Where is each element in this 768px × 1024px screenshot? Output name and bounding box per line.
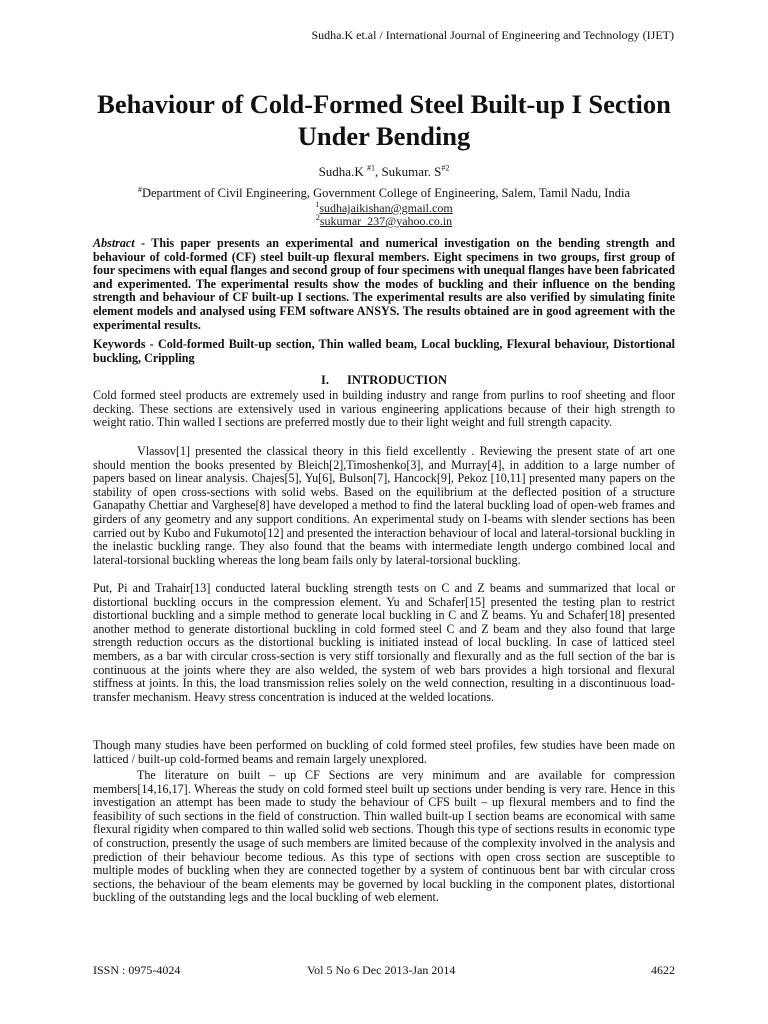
- affiliation-superscript: #: [137, 184, 142, 194]
- footer-issn: ISSN : 0975-4024: [93, 963, 181, 977]
- abstract: [93, 237, 675, 332]
- author-superscript: #2: [441, 163, 450, 173]
- email-link[interactable]: sudhajaikishan@gmail.com: [319, 201, 453, 215]
- author-email: [0, 215, 768, 228]
- abstract-text: This paper presents an experimental and numerical investigation on the bending strength and behaviour of cold-formed (CF) steel built-up flexural members. Eight specimens in two groups, first group of four specimens with equal flanges and second group of four specimens with unequal flanges have been fabricated and experimented. The experimental results show the modes of buckling and their influence on the bending strength and behaviour of CF built-up I sections. The experimental results are also verified by simulating finite element models and analysed using FEM software ANSYS. The results obtained are in good agreement with the experimental results.: [93, 236, 675, 332]
- affiliation-text: Department of Civil Engineering, Government College of Engineering, Salem, Tamil Nadu, India: [141, 186, 630, 200]
- author-superscript: #1: [366, 163, 375, 173]
- keywords: Keywords - Cold-formed Built-up section, Thin walled beam, Local buckling, Flexural behaviour, Distortional buckling, Crippling: [93, 337, 675, 365]
- running-header: Sudha.K et.al / International Journal of Engineering and Technology (IJET): [311, 28, 674, 42]
- section-heading: [0, 373, 768, 387]
- email-link[interactable]: sukumar_237@yahoo.co.in: [319, 214, 453, 228]
- paragraph: Cold formed steel products are extremely used in building industry and range from purlins to roof sheeting and floor decking. These sections are extensively used in various engineering applications because of their high strength to weight ratio. Thin walled I sections are preferred mostly due to their light weight and full strength capacity.: [93, 388, 675, 430]
- paragraph: Though many studies have been performed on buckling of cold formed steel profiles, few studies have been made on latticed / built-up cold-formed beams and remain largely unexplored.: [93, 738, 675, 766]
- author-line: [0, 164, 768, 180]
- paragraph: Put, Pi and Trahair[13] conducted lateral buckling strength tests on C and Z beams and summarized that local or distortional buckling occurs in the compression element. Yu and Schafer[15] presented the testing plan to restrict distortional buckling and a simple method to generate local buckling in C and Z beams. Yu and Schafer[18] presented another method to generate distortional buckling in cold formed steel C and Z beam and they also found that large strength reduction occurs as the distortional buckling is initiated instead of local buckling. In case of latticed steel members, as a bar with circular cross-section is very stiff torsionally and flexurally and as the full section of the bar is continuous at the joints where they are also welded, the system of web bars provides a high torsional and flexural stiffness at joints. In this, the load transmission relies solely on the weld connection, resulting in a discontinuous load-transfer mechanism. Heavy stress concentration is induced at the welded locations.: [93, 581, 675, 704]
- paragraph: Vlassov[1] presented the classical theory in this field excellently . Reviewing the present state of art one should mention the books presented by Bleich[2],Timoshenko[3], and Murray[4], in addition to a large number of papers based on linear analysis. Chajes[5], Yu[6], Bulson[7], Hancock[9], Pekoz [10,11] presented many papers on the stability of open cross-sections with solid webs. Based on the equilibrium at the deflected position of a structure Ganapathy Chettiar and Varghese[8] have developed a method to find the lateral buckling load of open-web frames and girders of any geometry and any support conditions. An experimental study on I-beams with slender sections has been carried out by Kubo and Fukumoto[12] and presented the interaction behaviour of local and lateral-torsional buckling in the inelastic buckling range. They also found that the beams with intermediate length undergo combined local and lateral-torsional buckling whereas the long beam fails only by lateral-torsional buckling.: [93, 444, 675, 567]
- footer-volume: Vol 5 No 6 Dec 2013-Jan 2014: [307, 963, 456, 977]
- section-title: INTRODUCTION: [346, 373, 447, 387]
- email-superscript: 1: [315, 200, 320, 209]
- author-separator: ,: [374, 164, 382, 179]
- affiliation: [0, 186, 768, 201]
- abstract-lead: Abstract -: [93, 236, 146, 250]
- paragraph: The literature on built – up CF Sections are very minimum and are available for compression members[14,16,17]. Whereas the study on cold formed steel built up sections under bending is very rare. Hence in this investigation an attempt has been made to study the behaviour of CFS built – up flexural members and to find the feasibility of such sections in the field of construction. Thin walled built-up I section beams are economical with same flexural rigidity when compared to thin walled solid web sections. Though this type of sections results in economic type of construction, presently the usage of such members are limited because of the complexity involved in the analysis and prediction of their behaviour become tedious. As this type of sections with open cross section are susceptible to multiple modes of buckling when they are connected together by a system of continuous bent bar with circular cross sections, the behaviour of the beam elements may be governed by local buckling in the component plates, distortional buckling of the outstanding legs and the local buckling of web element.: [93, 768, 675, 905]
- section-number: I.: [320, 373, 329, 387]
- author-name: Sudha.K: [318, 164, 364, 179]
- page-number: 4622: [651, 963, 675, 977]
- author-name: Sukumar. S: [381, 164, 442, 179]
- paper-title: Behaviour of Cold-Formed Steel Built-up I Section Under Bending: [97, 89, 671, 151]
- email-superscript: 2: [315, 213, 320, 222]
